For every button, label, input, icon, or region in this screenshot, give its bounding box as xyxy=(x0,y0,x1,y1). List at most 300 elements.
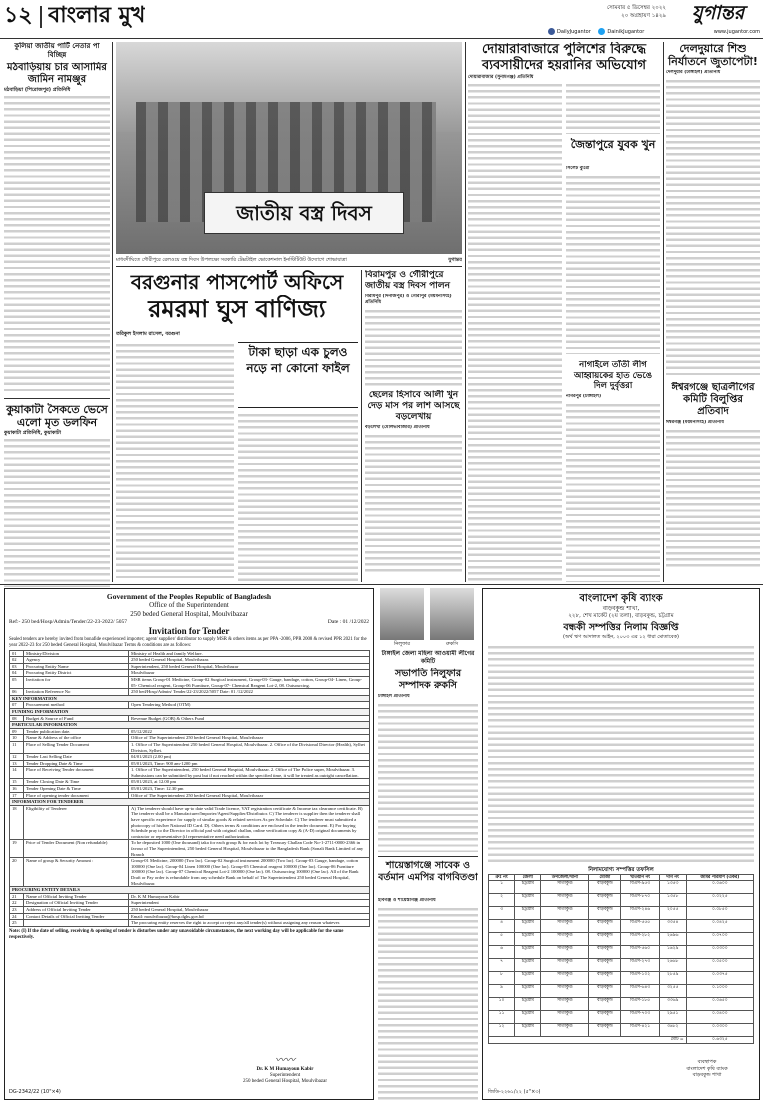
schedule-cell: ০.০৬৫০ xyxy=(686,998,753,1011)
tender-row xyxy=(10,920,370,927)
tender-cell-k xyxy=(24,920,129,927)
tender-cell-k: Procuring Entity Name xyxy=(24,663,129,670)
schedule-cell: চট্টগ্রাম xyxy=(515,907,541,920)
schedule-cell: ২৬৯৬ xyxy=(659,933,686,946)
schedule-row xyxy=(489,920,754,933)
column-left xyxy=(4,42,110,582)
headline-kuakata: কুয়াকাটা সৈকতে ভেসে এলো মৃত ডলফিন xyxy=(6,403,108,429)
tender-row xyxy=(10,760,370,767)
schedule-cell: বাড়বকুন্ড xyxy=(589,907,621,920)
tender-cell-v: Open Tendering Method (OTM) xyxy=(129,702,370,709)
schedule-cell: বাড়বকুন্ড xyxy=(589,894,621,907)
schedule-header-cell: মৌজা xyxy=(589,875,621,881)
tender-gov: Government of the Peoples Republic of Bangladesh xyxy=(106,592,272,601)
article-body-lines xyxy=(666,78,760,378)
headline-tangail-kicker: টাঙ্গাইল জেলা মহিলা আওয়ামী লীগের কমিটি xyxy=(381,650,475,665)
schedule-cell: ৩ xyxy=(489,907,515,920)
tender-cell-n: 10 xyxy=(10,735,24,742)
tender-section-row xyxy=(10,695,370,702)
bank-ad-ref: জিডি-২২৬১/২২ (৫"×৩) xyxy=(488,1089,541,1095)
tender-row xyxy=(10,741,370,753)
tender-row xyxy=(10,735,370,742)
tender-section-row xyxy=(10,887,370,894)
headline-barlekha: ছেলের হিসাবে আলী খুন দেড় মাস পর লাশ আসছে বড়লেখায় xyxy=(367,390,460,422)
byline-ishwarganj: ঈশ্বরগঞ্জ (ময়মনসিংহ) প্রতিনিধি xyxy=(666,420,724,425)
schedule-cell: সীতাকুণ্ড xyxy=(541,920,589,933)
schedule-cell: ৬ xyxy=(489,946,515,959)
bank-signature xyxy=(659,1059,755,1079)
schedule-cell: ১০ xyxy=(489,998,515,1011)
tender-cell-n: 16 xyxy=(10,786,24,793)
tender-row xyxy=(10,786,370,793)
article-body-lines xyxy=(365,433,462,573)
tender-row xyxy=(10,805,370,840)
schedule-cell: বিএস-৬৪৩ xyxy=(621,985,659,998)
schedule-row xyxy=(489,894,754,907)
schedule-cell: ০.০৩০০ xyxy=(686,946,753,959)
byline-delduar: দেলদুয়ার (টাঙ্গাইল) প্রতিনিধি xyxy=(666,70,721,75)
tender-row xyxy=(10,676,370,688)
tender-cell-k: Contact Details of Official Inviting Tender xyxy=(24,913,129,920)
schedule-cell: চট্টগ্রাম xyxy=(515,946,541,959)
schedule-row xyxy=(489,933,754,946)
tender-row xyxy=(10,754,370,761)
tender-row xyxy=(10,702,370,709)
tender-cell-k: Tender Closing Date & Time xyxy=(24,779,129,786)
tender-cell-k: Agency xyxy=(24,657,129,664)
byline-jaintapur: সিলেট ব্যুরো xyxy=(566,166,590,171)
schedule-cell: ১৬২৯ xyxy=(659,946,686,959)
schedule-header-cell: ক্রঃ নং xyxy=(489,875,515,881)
tender-cell-n: 21 xyxy=(10,893,24,900)
headline-nagarpur: নাগাইলে তাঁতী লীগ আহ্বায়কের হাত ভেঙে দিল দুর্বৃত্তরা xyxy=(573,360,653,391)
schedule-cell: ০.০৩৭৫ xyxy=(686,972,753,985)
tender-cell-n: 14 xyxy=(10,767,24,779)
byline-kuakata: কুয়াকাটা প্রতিনিধি, কুয়াকাটা xyxy=(4,430,61,436)
tender-cell-k: Tender Opening Date & Time xyxy=(24,786,129,793)
bank-signer: ব্যবস্থাপক xyxy=(697,1059,717,1065)
tender-row xyxy=(10,792,370,799)
schedule-cell: বাড়বকুন্ড xyxy=(589,1024,621,1037)
tender-cell-v: Moulvibazar xyxy=(129,670,370,677)
tender-table xyxy=(9,650,370,927)
tender-note: Note: (I) If the date of selling, receiving & opening of tender is disturbes under any unavoidable circumstances, the next working day will be applicable for the same respectively. xyxy=(9,928,344,940)
schedule-title: নিলামযোগ্য সম্পত্তির তফসিল xyxy=(588,867,654,873)
schedule-cell: সীতাকুণ্ড xyxy=(541,946,589,959)
schedule-header-cell: দাগ নং xyxy=(659,875,686,881)
tender-cell-n: 20 xyxy=(10,858,24,887)
schedule-cell: বিএস-৫৫৫ xyxy=(621,920,659,933)
schedule-cell: ০.০৮৫০ xyxy=(686,907,753,920)
tender-row xyxy=(10,728,370,735)
main-headline-2: রমরমা ঘুস বাণিজ্য xyxy=(148,295,326,323)
tender-cell-n: 22 xyxy=(10,900,24,907)
news-photo-textile-day xyxy=(116,42,462,254)
schedule-cell: বিএস-৯৫৩ xyxy=(621,881,659,894)
schedule-cell: বাড়বকুন্ড xyxy=(589,998,621,1011)
tender-cell-n: 05 xyxy=(10,676,24,688)
schedule-header-cell: উপজেলা/থানা xyxy=(541,875,589,881)
tender-cell-k: Place of Receiving Tender document xyxy=(24,767,129,779)
tender-cell-k: Eligibility of Tenderer xyxy=(24,805,129,840)
schedule-cell: ০.০২২৫ xyxy=(686,894,753,907)
tender-cell-k: Name of group & Security Amount : xyxy=(24,858,129,887)
schedule-cell: বিএস-৫৬০ xyxy=(621,946,659,959)
byline: মঠবাড়িয়া (পিরোজপুর) প্রতিনিধি xyxy=(4,87,71,93)
schedule-cell: সীতাকুণ্ড xyxy=(541,959,589,972)
article-body-lines xyxy=(468,82,562,582)
date-line-2: ২০ অগ্রহায়ণ ১৪২৯ xyxy=(621,13,666,19)
signer-title: Superintendent xyxy=(269,1073,301,1079)
schedule-cell: চট্টগ্রাম xyxy=(515,998,541,1011)
tender-cell-n: 02 xyxy=(10,657,24,664)
schedule-cell: বিএস-২৭৩ xyxy=(621,959,659,972)
tender-cell-n: 04 xyxy=(10,670,24,677)
schedule-cell: চট্টগ্রাম xyxy=(515,894,541,907)
schedule-row xyxy=(489,907,754,920)
tender-cell-n: 23 xyxy=(10,906,24,913)
tender-cell-v: Group-01 Medicine, 200000 (Two lac). Group-02 Surgical instrument 200000 (Two lac). Group-03 Gauge, bandage, cotton 100000 (One lac). Group-04 Linen 100000 (One lac). Group-05 Chemical reagent 100000 (One lac). Group-06 Furniture 100000 (One lac). Group-07 Chemical Reagent Lot-2 100000 (One lac). 08. Outsourcing 100000 (One lac). All of the Bank Draft or Pay order is refundable from any schedule Bank on behalf of The Superintendent 250 beded General Hospital, Moulvibazar. xyxy=(129,858,370,887)
article-body-lines xyxy=(378,906,478,1100)
tender-cell-n: 08 xyxy=(10,715,24,722)
tender-cell-k: Invitation Reference No xyxy=(24,689,129,696)
headline-jaintapur: জৈন্তাপুরে যুবক খুন xyxy=(570,138,656,151)
portrait-caption-right: রুকসি xyxy=(445,641,459,647)
tender-cell-n: 09 xyxy=(10,728,24,735)
signature-scribble: 〰〰 xyxy=(275,1055,295,1066)
schedule-cell: চট্টগ্রাম xyxy=(515,920,541,933)
article-body-lines xyxy=(116,342,234,582)
portrait-photo xyxy=(430,588,474,640)
tender-cell-k: Procurement method xyxy=(24,702,129,709)
schedule-total-value: ০.৬৩২৫ xyxy=(686,1037,753,1043)
byline-barlekha: বড়লেখা (মৌলভীবাজার) প্রতিনিধি xyxy=(365,425,430,430)
schedule-cell: সীতাকুণ্ড xyxy=(541,933,589,946)
main-headline-1: বরগুনার পাসপোর্ট অফিসে xyxy=(130,270,344,294)
tender-section-row xyxy=(10,722,370,729)
tender-cell-v: To be deposited 1000 (One thousand) taka for each group & for each lot by Treasury Challan Code No-1-2711-0000-2366 in favour of The Superintendent, 250 beded General Hospital, Moulvibazar to the Bangladesh Bank (Sonali Bank Limited of any Branch xyxy=(129,840,370,858)
tender-cell-n: 03 xyxy=(10,663,24,670)
tender-cell-n: 25 xyxy=(10,920,24,927)
schedule-cell: বাড়বকুন্ড xyxy=(589,933,621,946)
tender-section-label: FUNDING INFORMATION xyxy=(10,708,370,715)
tender-section-row xyxy=(10,708,370,715)
twitter-handle[interactable]: DainikJugantor xyxy=(607,29,645,35)
pull-quote: টাকা ছাড়া এক চুলও নড়ে না কোনো ফাইল xyxy=(238,342,358,408)
tender-cell-v: 05/01/2023, Time: 12.30 pm xyxy=(129,786,370,793)
schedule-cell: সীতাকুণ্ড xyxy=(541,972,589,985)
bank-notice-body-lines xyxy=(488,644,754,864)
schedule-cell: সীতাকুণ্ড xyxy=(541,985,589,998)
schedule-cell: ১১ xyxy=(489,1011,515,1024)
tender-cell-v: Superintendent, 250 beded General Hospital, Moulvibazar xyxy=(129,663,370,670)
schedule-cell: বিএস-২৮২ xyxy=(621,933,659,946)
schedule-row xyxy=(489,1011,754,1024)
schedule-cell: বাড়বকুন্ড xyxy=(589,972,621,985)
article-body-lines xyxy=(378,702,478,852)
tender-cell-k: Designation of Official Inviting Tender xyxy=(24,900,129,907)
schedule-cell: ০.০৪২৫ xyxy=(686,920,753,933)
tender-cell-v: Revenue Budget (GOB) & Others Fund xyxy=(129,715,370,722)
tender-cell-v: Email: moulvibazar@hosp.dghs.gov.bd xyxy=(129,913,370,920)
tender-cell-n: 12 xyxy=(10,754,24,761)
schedule-row xyxy=(489,881,754,894)
tender-cell-v: 05/01/2023, at 12.00 pm xyxy=(129,779,370,786)
social-strip xyxy=(548,28,760,37)
tender-cell-n: 24 xyxy=(10,913,24,920)
right-column-delduar xyxy=(666,42,760,582)
tender-section-label: KEY INFORMATION xyxy=(10,695,370,702)
middle-column xyxy=(365,270,462,582)
schedule-cell: চট্টগ্রাম xyxy=(515,1024,541,1037)
tender-cell-v: 1. Office of The Superintendent, 250 beded General Hospital, Moulvibazar. 2. Office of The Police super, Moulvibazar. 3. Submissions can be submitted by post but if not reached within the specified time, it will be treated as outright cancellation. xyxy=(129,767,370,779)
signature-block xyxy=(205,1055,365,1086)
tender-row xyxy=(10,906,370,913)
tender-row xyxy=(10,670,370,677)
schedule-cell: ১২ xyxy=(489,1024,515,1037)
article-body-lines xyxy=(4,437,110,587)
tender-cell-k: Address of Official Inviting Tender xyxy=(24,906,129,913)
bank-auction-notice xyxy=(482,588,760,1100)
headline-mathbaria: মঠবাড়িয়ায় চার আসামির জামিন নামঞ্জুর xyxy=(7,62,107,85)
facebook-handle[interactable]: DailyJugantor xyxy=(557,29,591,35)
main-story xyxy=(116,270,358,582)
schedule-cell: ৮ xyxy=(489,972,515,985)
masthead xyxy=(0,0,763,38)
schedule-cell: সীতাকুণ্ড xyxy=(541,1011,589,1024)
bank-signer-branch: বাড়বকুন্ড শাখা xyxy=(692,1072,722,1078)
tender-row xyxy=(10,650,370,657)
article-body-lines xyxy=(666,428,760,568)
schedule-cell: ২৮৫৯ xyxy=(659,972,686,985)
tender-cell-n: 07 xyxy=(10,702,24,709)
tender-cell-k: Place of opening tender document xyxy=(24,792,129,799)
tender-dg-code: DG-2342/22 (10"×4) xyxy=(9,1089,61,1095)
tender-ref: Ref:- 250 bed/Hosp/Admin/Tender/22-23-2022/ 5057 xyxy=(9,619,128,625)
byline-dowarabazar: দোয়ারাবাজার (সুনামগঞ্জ) প্রতিনিধি xyxy=(468,75,534,80)
schedule-cell: চট্টগ্রাম xyxy=(515,933,541,946)
schedule-cell: ০.১০০০ xyxy=(686,985,753,998)
tender-cell-v: Office of The Superintendent 250 beded General Hospital, Moulvibazar xyxy=(129,735,370,742)
portrait-caption-left: নিলুফার xyxy=(394,641,410,647)
tender-cell-k: Place of Selling Tender Document xyxy=(24,741,129,753)
photo-banner xyxy=(204,192,404,234)
schedule-cell: ০.০৫০০ xyxy=(686,959,753,972)
article-body-lines xyxy=(238,412,358,582)
schedule-cell: সীতাকুণ্ড xyxy=(541,881,589,894)
signer-org: 250 beded General Hospital, Moulvibazar xyxy=(242,1079,327,1085)
schedule-cell: সীতাকুণ্ড xyxy=(541,907,589,920)
schedule-cell: ৩৬৮২ xyxy=(659,1024,686,1037)
tender-cell-k: Budget & Source of Fund xyxy=(24,715,129,722)
schedule-total-label: মোট = xyxy=(489,1037,687,1043)
tender-row xyxy=(10,663,370,670)
schedule-cell: ৯ xyxy=(489,985,515,998)
tender-cell-k: Name of Official Inviting Tender xyxy=(24,893,129,900)
newspaper-logo: যুগান্তর xyxy=(691,2,745,24)
tender-row xyxy=(10,779,370,786)
schedule-cell: ৪ xyxy=(489,920,515,933)
portrait-photo xyxy=(380,588,424,640)
tender-row xyxy=(10,767,370,779)
tender-cell-v: 250 beded General Hospital, Moulvibazar xyxy=(129,906,370,913)
schedule-row xyxy=(489,959,754,972)
tender-cell-v: 05/12/2022 xyxy=(129,728,370,735)
date-line xyxy=(548,4,666,20)
schedule-cell: সীতাকুণ্ড xyxy=(541,998,589,1011)
tender-cell-v: The procuring entity reserves the right to accept or reject any/all tender(s) without assigning any reason whatever. xyxy=(129,920,370,927)
middle-lower-column xyxy=(378,588,478,1100)
tender-cell-v: Dr. K M Humayoun Kabir xyxy=(129,893,370,900)
date-line-1: সোমবার ৫ ডিসেম্বর ২০২২ xyxy=(606,5,666,11)
tender-cell-k: Price of Tender Document (Non refundable) xyxy=(24,840,129,858)
tender-office: Office of the Superintendent xyxy=(149,601,229,609)
tender-cell-v: Ministry of Health and family Welfare. xyxy=(129,650,370,657)
byline-nagarpur: নাগরপুর (টাঙ্গাইল) xyxy=(566,394,602,399)
schedule-cell: ২৬৬৮ xyxy=(659,959,686,972)
schedule-row xyxy=(489,946,754,959)
tender-cell-v: Office of The Superintendent 250 beded General Hospital, Moulvibazar xyxy=(129,792,370,799)
right-column-dowarabazar xyxy=(468,42,660,582)
schedule-cell: ১৩৫৩ xyxy=(659,881,686,894)
article-body-lines xyxy=(566,174,660,354)
schedule-cell: বাড়বকুন্ড xyxy=(589,946,621,959)
twitter-icon xyxy=(598,28,605,35)
section-title: বাংলার মুখ xyxy=(48,3,146,28)
tender-intro: Sealed tenders are hereby invited from bonafide experienced importer; agent/ supplier/ distributor to supply MSR & others items as per PPA -2006, PPR 2008 & revised PPR 2021 for the year 2022-23 for 250 beded General Hospital, Moulvibazar Terms & conditions are as follows: xyxy=(9,637,367,648)
schedule-row xyxy=(489,985,754,998)
tender-row xyxy=(10,900,370,907)
bank-branch: বাড়বকুন্ড শাখা, xyxy=(602,605,640,612)
bank-notice-sub: (অর্থ ঋণ আদালত আইন, ২০০৩ এর ১২ ধারা মোতাবেক) xyxy=(563,634,679,640)
tender-title: Invitation for Tender xyxy=(148,626,230,636)
bank-name: বাংলাদেশ কৃষি ব্যাংক xyxy=(579,593,663,604)
bank-signer-org: বাংলাদেশ কৃষি ব্যাংক xyxy=(686,1065,728,1072)
schedule-row xyxy=(489,998,754,1011)
signer-name: Dr. K M Humayoun Kabir xyxy=(256,1067,314,1072)
byline-biram: বিরামপুর (দিনাজপুর) ও গৌরীপুর (ময়মনসিংহ) প্রতিনিধি xyxy=(365,294,452,305)
headline-dowarabazar: দোয়ারাবাজারে পুলিশের বিরুদ্ধে ব্যবসায়ীদের হয়রানির অভিযোগ xyxy=(481,42,647,73)
tender-advertisement xyxy=(4,588,374,1100)
schedule-cell: চট্টগ্রাম xyxy=(515,1011,541,1024)
tender-cell-k: Invitation for xyxy=(24,676,129,688)
schedule-total-row xyxy=(489,1037,754,1043)
schedule-row xyxy=(489,972,754,985)
schedule-table xyxy=(488,874,754,1044)
facebook-icon xyxy=(548,28,555,35)
schedule-cell: ২ xyxy=(489,894,515,907)
schedule-cell: ৫ xyxy=(489,933,515,946)
schedule-cell: বিএস-৪২১ xyxy=(621,1024,659,1037)
schedule-cell: বিএস-৭০৩ xyxy=(621,1011,659,1024)
tender-cell-k: Procuring Entity District xyxy=(24,670,129,677)
schedule-cell: বিএস-১৮৫ xyxy=(621,998,659,1011)
schedule-cell: ০.০৪০০ xyxy=(686,1011,753,1024)
schedule-cell: ১৩৫৮ xyxy=(659,894,686,907)
schedule-cell: ২০৫৫ xyxy=(659,907,686,920)
article-body-lines xyxy=(4,94,110,394)
tender-hospital: 250 beded General Hospital, Moulvibazar xyxy=(130,609,248,618)
headline-shayestaganj: শায়েস্তাগঞ্জে সাবেক ও বর্তমান এমপির বাগবিতণ্ডা xyxy=(378,860,478,883)
tender-cell-k: Ministry/Division xyxy=(24,650,129,657)
page-number: ১২ xyxy=(4,3,33,28)
schedule-cell: ৭ xyxy=(489,959,515,972)
tender-cell-n: 01 xyxy=(10,650,24,657)
schedule-cell: ০.০৬০০ xyxy=(686,881,753,894)
schedule-cell: চট্টগ্রাম xyxy=(515,985,541,998)
tender-cell-k: Tender Last Selling Date xyxy=(24,754,129,761)
tender-row xyxy=(10,893,370,900)
headline-biram: বিরামপুর ও গৌরীপুরে জাতীয় বস্ত্র দিবস পালন xyxy=(365,270,450,291)
schedule-header-cell: খতিয়ান নং xyxy=(621,875,659,881)
tender-cell-n: 06 xyxy=(10,689,24,696)
schedule-cell: বিএস-১০২ xyxy=(621,972,659,985)
schedule-cell: ০.০৩০০ xyxy=(686,1024,753,1037)
tender-cell-k: Tender Dropping Date & Time xyxy=(24,760,129,767)
schedule-cell: ৩৩৬৯ xyxy=(659,998,686,1011)
tender-cell-v: 05/01/2023, Time: 900 am-1200 pm xyxy=(129,760,370,767)
kicker-headline: কুলিয়া জাতীয় পার্টি নেতার পা বিচ্ছিন্ন xyxy=(14,42,100,59)
schedule-cell: চট্টগ্রাম xyxy=(515,972,541,985)
tender-row xyxy=(10,858,370,887)
bank-notice-title: বন্ধকী সম্পত্তির নিলাম বিজ্ঞপ্তি xyxy=(563,622,679,633)
headline-delduar: দেলদুয়ারে শিশু নির্যাতনে জুতাপেটা! xyxy=(668,42,758,68)
schedule-cell: বাড়বকুন্ড xyxy=(589,959,621,972)
tender-cell-v: A) The tenderer should have up-to date valid Trade licence, VAT registration certificate & Income tax clearance certificate. B) The tenderer shall be a Manufacturer/Importer/Agent/Supplier/Distributor. C) The tenderer is supplier then the tenderer shall have specific experience for supply of similar goods & related services As per Schedule. C) The tenderer must submitted a photocopy of his/her National ID Card. D). Others terms & conditions are enclosed in the tender document. E) For buying Schedule pray to the Director in official pad with original challan, online verification copy & (A-D) original documents by contractor or representative (if representative need authorization. xyxy=(129,805,370,840)
headline-tangail: সভাপতি নিলুফার সম্পাদক রুকসি xyxy=(394,668,462,691)
tender-cell-v: Superintendent xyxy=(129,900,370,907)
schedule-cell: ০.০৭০০ xyxy=(686,933,753,946)
tender-cell-k: Tender publication date. xyxy=(24,728,129,735)
website-link[interactable]: www.jugantor.com xyxy=(713,29,760,35)
schedule-cell: বাড়বকুন্ড xyxy=(589,881,621,894)
bank-address: ২২৮, শেখ মার্কেট (২য় তলা), বাড়বকুন্ড, চট্টগ্রাম xyxy=(568,613,674,619)
tender-cell-k: Name & Address of the office xyxy=(24,735,129,742)
tender-cell-v: MSR items Group-01 Medicine, Group-02 Surgical instrument, Group-03- Gauge, bandage, cotton, Group-04- Linen, Group-05- Chemical reagent, Group-06 Furniture, Group-07- Chemical Reagent Lot-2, 08. Outsourcing. xyxy=(129,676,370,688)
tender-cell-n: 18 xyxy=(10,805,24,840)
schedule-cell: চট্টগ্রাম xyxy=(515,881,541,894)
schedule-cell: ২৯৫১ xyxy=(659,1011,686,1024)
byline-shayestaganj: হবিগঞ্জ ও শায়েস্তাগঞ্জ প্রতিনিধি xyxy=(378,898,436,903)
tender-cell-n: 13 xyxy=(10,760,24,767)
tender-section-label: PARTICULAR INFORMATION xyxy=(10,722,370,729)
tender-cell-v: 04/01/2023 (2.00 pm) xyxy=(129,754,370,761)
schedule-cell: বাড়বকুন্ড xyxy=(589,1011,621,1024)
tender-section-row xyxy=(10,799,370,806)
schedule-cell: চট্টগ্রাম xyxy=(515,959,541,972)
schedule-cell: ১ xyxy=(489,881,515,894)
schedule-cell: ৩২৫৫ xyxy=(659,985,686,998)
article-body-lines xyxy=(365,308,462,386)
schedule-row xyxy=(489,1024,754,1037)
schedule-cell: বাড়বকুন্ড xyxy=(589,920,621,933)
photo-caption: মাধবদীঘিতে গৌরীপুরে রেলওয়ে বস্ত্র দিবস উপলক্ষ্যে সরকারি টেক্সটাইল ভোকেশনাল ইনস্টিটিউট উদ্যোগে শোভাযাত্রা যুগান্তর xyxy=(116,257,462,263)
tender-cell-n: 19 xyxy=(10,840,24,858)
tender-row xyxy=(10,840,370,858)
schedule-header-cell: জেলা xyxy=(515,875,541,881)
schedule-cell: ৩৩৫৪ xyxy=(659,920,686,933)
tender-row xyxy=(10,657,370,664)
byline-tangail: টাঙ্গাইল প্রতিনিধি xyxy=(378,694,410,699)
schedule-cell: সীতাকুণ্ড xyxy=(541,1024,589,1037)
tender-cell-n: 11 xyxy=(10,741,24,753)
tender-row xyxy=(10,715,370,722)
schedule-cell: বিএস-৮৭০ xyxy=(621,894,659,907)
tender-section-label: PROCURING ENTITY DETAILS xyxy=(10,887,370,894)
headline-ishwarganj: ঈশ্বরগঞ্জে ছাত্রলীগের কমিটি বিলুপ্তির প্রতিবাদ xyxy=(671,382,755,417)
schedule-cell: বিএস-২৪৬ xyxy=(621,907,659,920)
tender-row xyxy=(10,689,370,696)
